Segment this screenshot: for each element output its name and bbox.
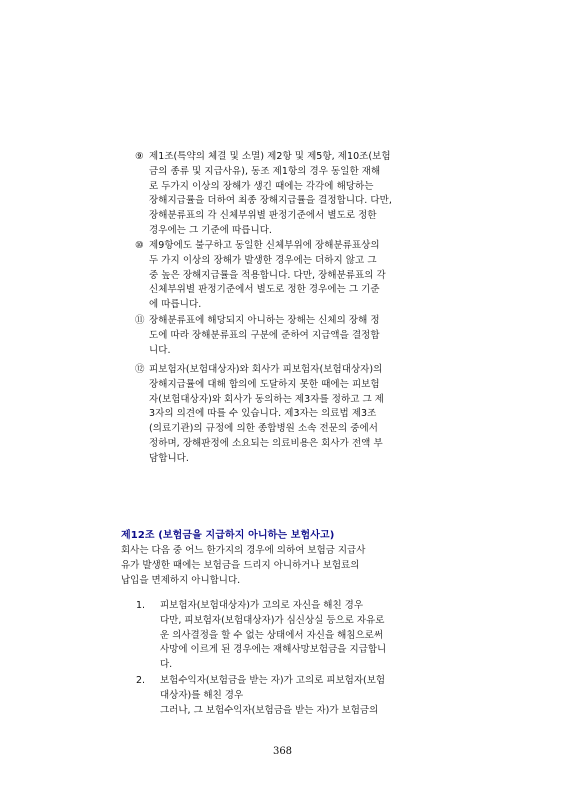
article-subitem-2 xyxy=(136,674,442,718)
article-heading: 제12조 (보험금을 지급하지 아니하는 보험사고) xyxy=(121,530,335,541)
subitem-number: 2. xyxy=(136,675,146,686)
clause-number: ⑨ xyxy=(135,151,144,162)
clause-item-12 xyxy=(135,363,435,467)
article-intro: 회사는 다음 중 어느 한가지의 경우에 의하여 보험금 지급사 유가 발생한 때에는 보험금을 드리지 아니하거나 보험료의 납입을 면제하지 아니합니다. xyxy=(121,545,366,586)
clause-item-11 xyxy=(135,314,435,358)
clause-item-9 xyxy=(135,150,435,239)
clause-number: ⑪ xyxy=(135,315,145,326)
subitem-number: 1. xyxy=(136,600,146,611)
subitem-text: 보험수익자(보험금을 받는 자)가 고의로 피보험자(보험 대상자)를 해친 경우 그러나, 그 보험수익자(보험금을 받는 자)가 보험금의 xyxy=(160,675,386,716)
page-number: 368 xyxy=(272,746,293,757)
clause-number: ⑩ xyxy=(135,240,144,251)
clause-text: 피보험자(보험대상자)와 회사가 피보험자(보험대상자)의 장해지급률에 대해 합의에 도달하지 못한 때에는 피보험 자(보험대상자)와 회사가 동의하는 제3자를 정하고 그 제 3자의 의견에 따를 수 있습니다. 제3자는 의료법 제3조 (의료기관)의 규정에 의한 종합병원 소속 전문의 중에서 정하며, 장해판정에 소요되는 의료비용은 회사가 전액 부 담합니다. xyxy=(149,364,385,464)
article-subitem-1 xyxy=(136,599,442,673)
clause-text: 제1조(특약의 체결 및 소멸) 제2항 및 제5항, 제10조(보험 금의 종류 및 지급사유), 동조 제1항의 경우 동일한 재해 로 두가지 이상의 장해가 생긴 때에는 각각에 해당하는 장해지급률을 더하여 최종 장해지급률을 결정합니다. 다만, 장해분류표의 각 신체부위별 판정기준에서 별도로 정한 경우에는 그 기준에 따릅니다. xyxy=(149,151,392,236)
clause-text: 제9항에도 불구하고 동일한 신체부위에 장해분류표상의 두 가지 이상의 장해가 발생한 경우에는 더하지 않고 그 중 높은 장해지급률을 적용합니다. 다만, 장해분류표의 각 신체부위별 판정기준에서 별도로 정한 경우에는 그 기준 에 따릅니다. xyxy=(149,240,386,311)
subitem-text: 피보험자(보험대상자)가 고의로 자신을 해친 경우 다만, 피보험자(보험대상자)가 심신상실 등으로 자유로 운 의사결정을 할 수 없는 상태에서 자신을 해침으로써 사망에 이르게 된 경우에는 재해사망보험금을 지급합니 다. xyxy=(160,600,387,671)
clause-number: ⑫ xyxy=(135,364,145,375)
clause-text: 장해분류표에 해당되지 아니하는 장해는 신체의 장해 정 도에 따라 장해분류표의 구분에 준하여 지급액을 결정합 니다. xyxy=(149,315,380,356)
clause-item-10 xyxy=(135,239,435,313)
